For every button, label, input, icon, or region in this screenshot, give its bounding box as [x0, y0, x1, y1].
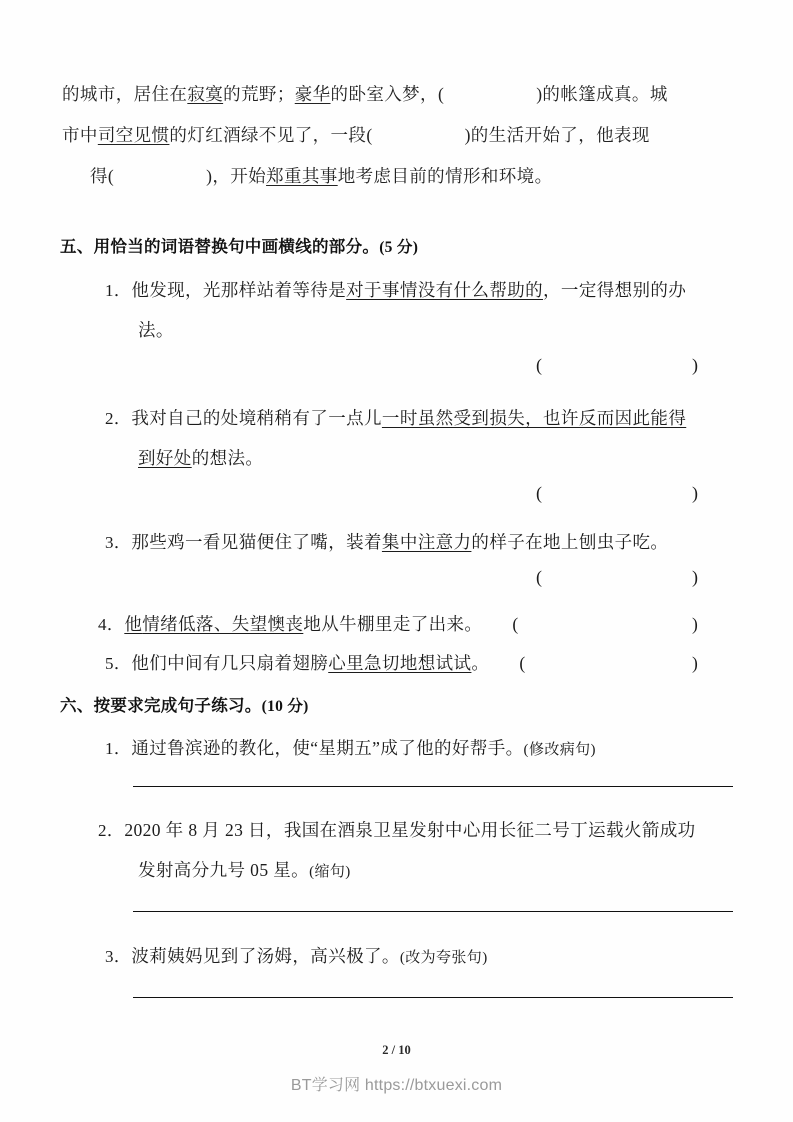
question-text-wrap: 法。 — [138, 320, 174, 340]
section6-question-1-line1 — [105, 728, 596, 771]
carryover-text-1b: 的荒野； — [223, 84, 295, 104]
section-five-score: (5 分) — [379, 239, 419, 256]
question-number: 4． — [98, 615, 125, 634]
question-text: 他发现，光那样站着等待是 — [131, 280, 347, 300]
page-number: 2 / 10 — [382, 1043, 411, 1057]
carryover-text-3c: 地考虑目前的情形和环境。 — [337, 166, 553, 186]
carryover-paragraph — [62, 74, 734, 197]
section5-question-1-line2 — [138, 310, 174, 351]
paren-close: ) — [692, 653, 699, 673]
paren-open: ( — [536, 483, 542, 503]
question-text-wrap: 发射高分九号 05 星。 — [138, 860, 310, 880]
question-text: 那些鸡一看见猫便住了嘴，装着 — [131, 532, 382, 552]
question-text-cont: 。 — [471, 653, 490, 673]
question-text-wrap: 的想法。 — [191, 448, 264, 468]
underlined-phrase: 心里急切地想试试 — [328, 653, 472, 673]
question-number: 1． — [105, 281, 132, 300]
section5-question-4-line1 — [98, 604, 519, 645]
section5-question-4-paren-close — [692, 604, 698, 645]
question-number: 3． — [105, 533, 132, 552]
paren-close: ) — [692, 567, 698, 587]
section5-question-1-line1 — [105, 270, 686, 311]
paren-close: ) — [692, 614, 699, 634]
section-five-title: 五、用恰当的词语替换句中画横线的部分。 — [60, 238, 380, 256]
question-text: 我对自己的处境稍稍有了一点儿 — [131, 408, 382, 428]
answer-rule-2[interactable] — [133, 911, 733, 912]
section-heading-six — [60, 692, 309, 716]
paren-close: ) — [692, 355, 698, 375]
question-number: 1． — [105, 739, 132, 758]
carryover-underline-sikongjianguan: 司空见惯 — [97, 125, 170, 145]
site-watermark: BT学习网 https://btxuexi.com — [290, 1077, 503, 1094]
carryover-text-2b: 的灯红酒绿不见了，一段( — [169, 125, 373, 145]
paren-open: ( — [536, 355, 542, 375]
answer-rule-1[interactable] — [133, 786, 733, 787]
question-number: 3． — [105, 947, 132, 966]
carryover-line-1 — [62, 74, 734, 115]
question-text-cont: 的样子在地上刨虫子吃。 — [471, 532, 669, 552]
section-six-score: (10 分) — [261, 698, 309, 715]
question-text: 他们中间有几只扇着翅膀 — [131, 653, 329, 673]
section-six-title: 六、按要求完成句子练习。 — [60, 697, 262, 715]
question-number: 5． — [105, 654, 132, 673]
carryover-text-3b: )，开始 — [206, 166, 267, 186]
carryover-text-1d: )的帐篷成真。城 — [536, 84, 668, 104]
paren-open: ( — [536, 567, 542, 587]
underlined-phrase: 对于事情没有什么帮助的 — [346, 280, 544, 300]
question-hint: (修改病句) — [523, 742, 596, 758]
section6-question-2-line1 — [98, 810, 696, 851]
underlined-phrase-cont: 到好处 — [138, 448, 192, 468]
section5-question-5-paren-close — [692, 643, 698, 684]
carryover-text-1c: 的卧室入梦，( — [330, 84, 445, 104]
carryover-line-2 — [62, 115, 734, 156]
paren-open: ( — [519, 653, 526, 673]
carryover-text-3a: 得( — [90, 166, 115, 186]
section-heading-five — [60, 233, 418, 257]
section6-question-2-line2 — [138, 850, 351, 893]
section5-question-2-line2 — [138, 438, 263, 479]
carryover-text-2a: 市中 — [62, 125, 98, 145]
paren-open: ( — [512, 614, 519, 634]
question-hint: (缩句) — [309, 864, 351, 880]
question-number: 2． — [98, 821, 125, 840]
question-text: 通过鲁滨逊的教化，使“星期五”成了他的好帮手。 — [131, 738, 524, 758]
question-number: 2． — [105, 409, 132, 428]
section5-question-5-line1 — [105, 643, 526, 684]
underlined-phrase: 一时虽然受到损失，也许反而因此能得 — [381, 408, 687, 428]
question-text: 2020 年 8 月 23 日，我国在酒泉卫星发射中心用长征二号丁运载火箭成功 — [124, 820, 696, 840]
carryover-underline-jimo: 寂寞 — [187, 84, 224, 104]
question-text-cont: ，一定得想别的办 — [543, 280, 687, 300]
carryover-underline-haohua: 豪华 — [294, 84, 331, 104]
section5-question-3-line1 — [105, 522, 668, 563]
carryover-blank-2[interactable] — [373, 115, 465, 156]
underlined-phrase: 集中注意力 — [381, 532, 472, 552]
carryover-blank-1[interactable] — [444, 74, 536, 115]
underlined-subject: 他 — [124, 614, 143, 634]
carryover-blank-3[interactable] — [114, 156, 206, 197]
question-text: 波莉姨妈见到了汤姆，高兴极了。 — [131, 946, 400, 966]
underlined-phrase: 情绪低落、失望懊丧 — [142, 614, 304, 634]
section6-question-3-line1 — [105, 936, 488, 979]
carryover-text-1a: 的城市，居住在 — [62, 84, 188, 104]
answer-rule-3[interactable] — [133, 997, 733, 998]
question-text-cont: 地从牛棚里走了出来。 — [303, 614, 483, 634]
paren-close: ) — [692, 483, 698, 503]
carryover-underline-zhengzhongqishi: 郑重其事 — [266, 166, 338, 186]
question-hint: (改为夸张句) — [399, 950, 488, 966]
section5-question-2-line1 — [105, 398, 686, 439]
carryover-line-3 — [62, 156, 734, 197]
carryover-text-2c: )的生活开始了，他表现 — [464, 125, 650, 145]
